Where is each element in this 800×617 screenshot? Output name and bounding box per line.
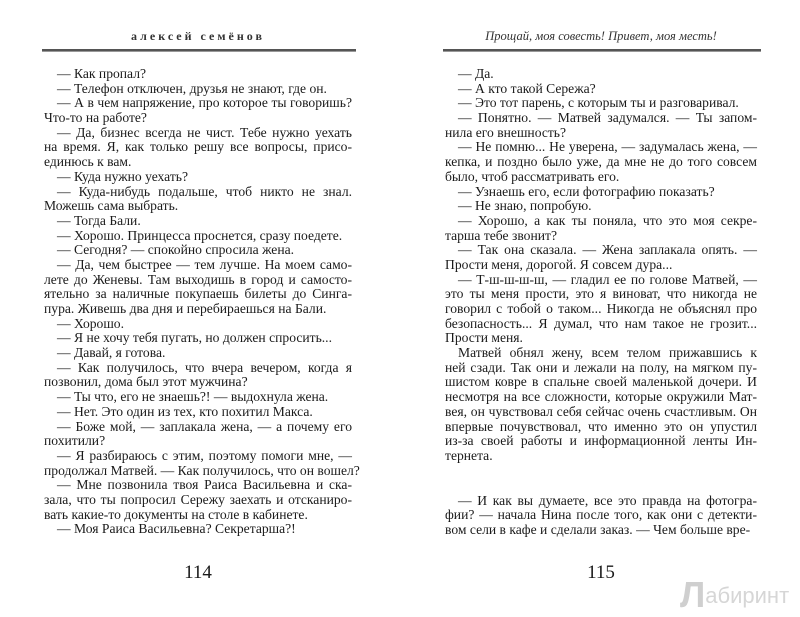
paragraph — [445, 96, 757, 111]
text-line: кепка, и поздно было уже, да мне не до того совсем — [445, 154, 757, 170]
text-line: впервые почувствовал, что именно это он упустил — [445, 418, 757, 434]
header-rule — [443, 49, 761, 52]
text-line: — Не знаю, попробую. — [458, 198, 592, 214]
paragraph — [44, 405, 352, 420]
text-line: тарша тебе звонит? — [445, 227, 557, 243]
text-line: — Мне позвонила твоя Раиса Васильевна и ска- — [57, 477, 352, 493]
paragraph — [445, 273, 757, 346]
paragraph — [445, 140, 757, 184]
paragraph — [44, 447, 360, 478]
paragraph — [445, 111, 757, 140]
text-line: единюсь к вам. — [44, 154, 132, 170]
paragraph — [44, 522, 352, 537]
text-line: — Я не хочу тебя пугать, но должен спросить... — [57, 330, 332, 346]
paragraph — [445, 67, 757, 82]
text-line: — Хорошо, а как ты поняла, что это моя секре- — [458, 212, 757, 228]
paragraph — [445, 214, 757, 243]
text-line: — Нет. Это один из тех, кто похитил Макса. — [57, 403, 313, 419]
text-line: тернета. — [445, 447, 493, 463]
text-line: — Хорошо. — [57, 315, 125, 331]
paragraph — [44, 96, 352, 125]
paragraph — [445, 199, 757, 214]
text-line: — Не помню... Не уверена, — задумалась жена, — — [458, 139, 757, 155]
text-line: вать какие-то документы на столе в кабинете. — [44, 506, 308, 522]
right-page — [445, 0, 757, 617]
text-line: говорил с тобой о таком... Никогда не объяснял про — [445, 301, 757, 316]
text-line: — Это тот парень, с которым ты и разговаривал. — [458, 95, 739, 111]
text-line: — Сегодня? — спокойно спросила жена. — [57, 242, 295, 258]
text-line: — Телефон отключен, друзья не знают, где он. — [57, 80, 327, 96]
text-line: — Хорошо. Принцесса проснется, сразу поедете. — [57, 227, 343, 243]
text-line: несмотря на все сложности, которые окружили Мат- — [445, 389, 757, 405]
text-line: было, чтоб рассматривать его. — [445, 168, 620, 184]
page-number: 115 — [587, 562, 615, 583]
paragraph — [44, 361, 352, 390]
page-body — [445, 67, 757, 538]
paragraph — [44, 346, 352, 361]
text-line: вом сели в кафе и сделали заказ. — Чем больше вре- — [445, 521, 751, 537]
text-line: пура. Живешь два дня и перебираешься на Бали. — [44, 301, 327, 316]
running-header-author: алексей семёнов — [131, 29, 265, 43]
text-line: — А кто такой Сережа? — [458, 80, 596, 96]
paragraph — [445, 185, 757, 200]
text-line: фии? — начала Нина после того, как они с детекти- — [445, 507, 757, 523]
paragraph — [44, 258, 352, 317]
text-line: лете до Женевы. Там выходишь в город и самосто- — [44, 271, 352, 287]
paragraph — [44, 82, 352, 97]
paragraph — [44, 390, 352, 405]
text-line: Матвей обнял жену, всем телом прижавшись к — [458, 345, 757, 361]
text-line: ней сзади. Так они и лежали на полу, на мягком пу- — [445, 359, 757, 375]
text-line: — Т-ш-ш-ш-ш, — гладил ее по голове Матвей, — — [458, 271, 757, 287]
text-line: — Моя Раиса Васильевна? Секретарша?! — [57, 521, 296, 537]
text-line: шистом ковре в спальне своей маленькой дочери. И — [445, 374, 757, 390]
text-line: — Давай, я готова. — [57, 345, 166, 361]
text-line: Можешь сама выбрать. — [44, 198, 179, 214]
text-line: нила его внешность? — [445, 124, 567, 140]
text-line: — Тогда Бали. — [57, 212, 141, 228]
paragraph — [44, 67, 352, 82]
paragraph — [44, 229, 352, 244]
text-line: — Куда-нибудь подальше, чтоб никто не знал. — [57, 183, 352, 199]
text-line: — А в чем напряжение, про которое ты говоришь? — [57, 95, 352, 111]
text-line: — Да. — [458, 66, 494, 81]
paragraph — [445, 346, 757, 464]
paragraph — [44, 317, 352, 332]
text-line: — Да, чем быстрее — тем лучше. На моем само- — [57, 256, 352, 272]
paragraph — [445, 243, 757, 272]
text-line: — Боже мой, — заплакала жена, — а почему его — [57, 418, 352, 434]
text-line: Прости меня. — [445, 330, 523, 346]
paragraph — [44, 331, 352, 346]
text-section — [445, 494, 757, 538]
text-line: вея, он чувствовал себя сейчас очень счастливым. Он — [445, 403, 757, 419]
text-line: — Так она сказала. — Жена заплакала опять. — — [458, 242, 757, 258]
paragraph — [44, 478, 352, 522]
text-line: из-за своей работы и информационной ленты Ин- — [445, 433, 757, 449]
text-line: — Ты что, его не знаешь?! — выдохнула жена. — [57, 389, 329, 405]
text-line: — И как вы думаете, все это правда на фотогра- — [458, 492, 757, 508]
text-line: ятельно за наличные покупаешь билеты до Синга- — [44, 286, 352, 302]
text-line: позвонил, дома был этот мужчина? — [44, 374, 248, 390]
header-rule — [42, 49, 356, 52]
text-line: зала, что ты попросил Сережу заехать и отсканиро- — [44, 491, 352, 507]
text-line: это ты меня прости, это я виноват, что никогда не — [445, 286, 757, 302]
running-header-title: Прощай, моя совесть! Привет, моя месть! — [485, 29, 717, 43]
publisher-watermark-logo: Лабиринт — [680, 574, 790, 615]
text-line: — Куда нужно уехать? — [57, 168, 189, 184]
paragraph — [44, 126, 352, 170]
left-page — [44, 0, 360, 617]
paragraph — [445, 82, 757, 97]
text-line: — Узнаешь его, если фотографию показать? — [458, 183, 715, 199]
paragraph — [44, 185, 352, 214]
paragraph — [44, 243, 352, 258]
text-line: безопасность... Я думал, что нам такое не грозит... — [445, 315, 757, 331]
text-line: — Я разбираюсь с этим, поэтому помоги мне, — — [57, 447, 352, 463]
text-line: на время. Я, как только решу все вопросы, присо- — [44, 139, 352, 155]
text-section — [44, 66, 360, 537]
text-line: продолжал Матвей. — Как получилось, что он вошел? — [44, 462, 360, 478]
text-line: Что-то на работе? — [44, 110, 147, 126]
text-section — [445, 67, 757, 464]
page-body — [44, 66, 360, 537]
text-line: — Как получилось, что вчера вечером, когда я — [57, 359, 352, 375]
text-line: — Как пропал? — [57, 66, 147, 81]
paragraph — [44, 170, 352, 185]
text-line: — Понятно. — Матвей задумался. — Ты запом- — [458, 110, 757, 126]
paragraph — [44, 420, 352, 449]
page-number: 114 — [184, 562, 212, 583]
paragraph — [44, 214, 352, 229]
text-line: Прости меня, дорогой. Я совсем дура... — [445, 256, 673, 272]
text-line: похитили? — [44, 433, 106, 449]
text-line: — Да, бизнес всегда не чист. Тебе нужно уехать — [57, 124, 352, 140]
paragraph — [445, 494, 757, 538]
